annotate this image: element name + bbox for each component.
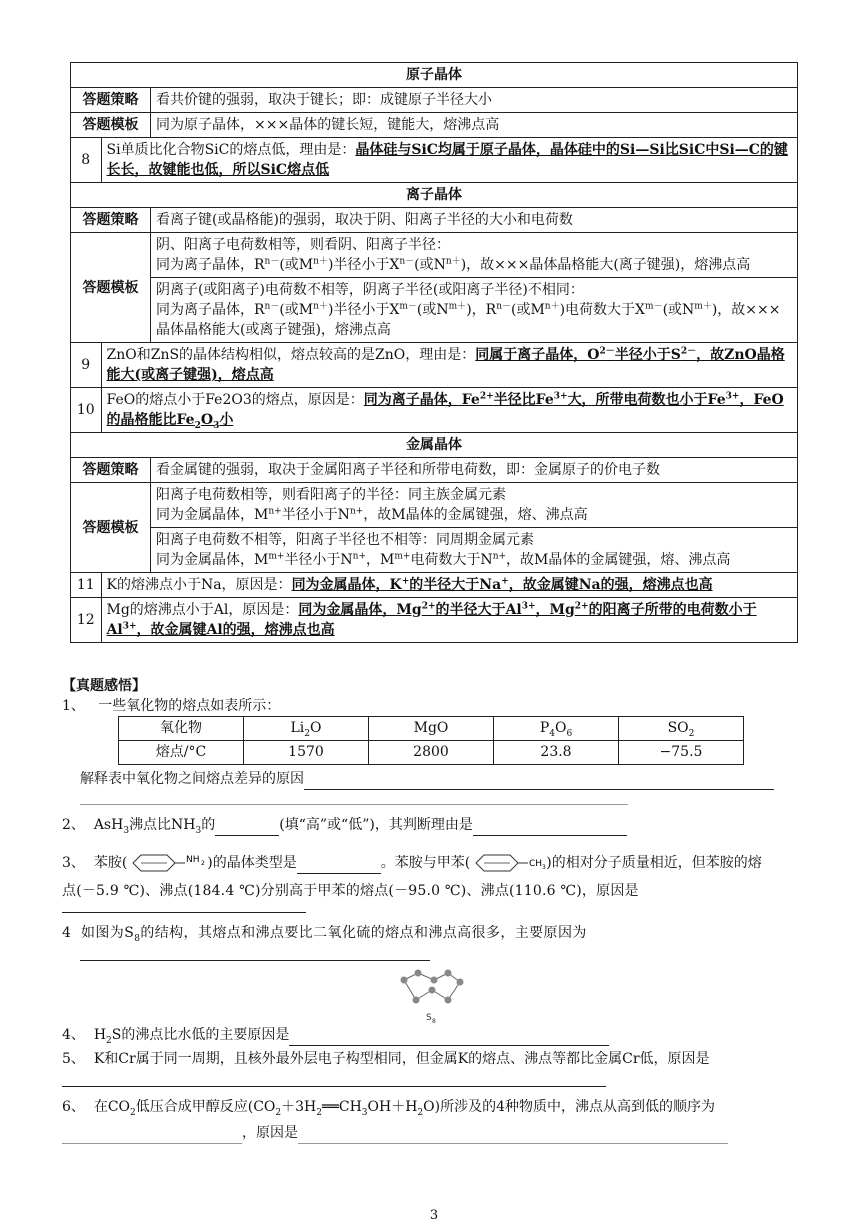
ionic-strategy-label: 答题策略 — [71, 208, 151, 233]
question-9: ZnO和ZnS的晶体结构相似，熔点较高的是ZnO，理由是：同属于离子晶体，$O^{2-}$半径小于$S^{2-}$，故ZnO晶格能大(或离子键强)，熔点高 — [106, 346, 785, 383]
question-number: 12 — [71, 598, 101, 642]
answer-line[interactable] — [62, 1086, 606, 1087]
toluene-structure-icon — [470, 852, 546, 874]
question-11: K的熔沸点小于Na，原因是：同为金属晶体，K+的半径大于Na+，故金属键Na的强，熔沸点也高 — [106, 576, 713, 593]
question-number: 8 — [71, 138, 101, 182]
question-6-line2: ，原因是 — [62, 1122, 812, 1144]
svg-text:2: 2 — [201, 860, 206, 867]
answer-10: 同为离子晶体，$Fe^{2+}$半径比$Fe^{3+}$大，所带电荷数也小于$Fe^{3+}$，FeO的晶格能比$Fe_2O_3$小 — [106, 391, 784, 431]
page-number: 3 — [429, 1208, 439, 1223]
question-6: 6、 在$CO_2$低压合成甲醇反应$(CO_2+3H_2══CH_3OH+H_2O)$所涉及的4种物质中，沸点从高到低的顺序为 — [62, 1099, 716, 1118]
metal-crystal-title: 金属晶体 — [71, 433, 798, 458]
ionic-strategy: 看离子键(或晶格能)的强弱，取决于阴、阳离子半径的大小和电荷数 — [151, 208, 798, 233]
table-header: 氧化物 — [119, 717, 244, 741]
answer-blank[interactable] — [62, 1127, 242, 1144]
question-4-h2s: 4、 $H_2S$的沸点比水低的主要原因是 — [62, 1024, 812, 1046]
metal-template-2: 阳离子电荷数不相等，阳离子半径也不相等：同周期金属元素 同为金属晶体，$M^{m+}$半径小于$N^{n+}$，$M^{m+}$电荷数大于$N^{n+}$，故M晶体的金属键强，熔、沸点高 — [151, 528, 798, 573]
atomic-strategy: 看共价键的强弱，取决于键长；即：成键原子半径大小 — [151, 88, 798, 113]
aniline-structure-icon — [127, 852, 207, 874]
question-10: FeO的熔点小于Fe2O3的熔点，原因是：同为离子晶体，$Fe^{2+}$半径比$Fe^{3+}$大，所带电荷数也小于$Fe^{3+}$，FeO的晶格能比$Fe_2O_3$小 — [106, 391, 784, 431]
svg-text:NH: NH — [186, 855, 200, 865]
question-5: 5、 K和Cr属于同一周期，且核外最外层电子构型相同，但金属K的熔点、沸点等都比金属Cr低，原因是 — [62, 1051, 710, 1067]
oxide-p4o6: $P_4O_6$ — [494, 717, 619, 741]
answer-11: 同为金属晶体，K+的半径大于Na+，故金属键Na的强，熔沸点也高 — [291, 576, 713, 593]
atomic-template-label: 答题模板 — [71, 113, 151, 138]
svg-text:3: 3 — [542, 864, 547, 871]
answer-blank[interactable] — [297, 857, 381, 874]
metal-template-label: 答题模板 — [71, 483, 151, 573]
answer-blank[interactable] — [298, 1127, 728, 1144]
question-3-line2: 点(－5.9 ℃)、沸点(184.4 ℃)分别高于甲苯的熔点(－95.0 ℃)、沸点(110.6 ℃)，原因是 — [62, 883, 639, 899]
svg-text:S: S — [426, 1013, 432, 1023]
question-1: 1、 一些氧化物的熔点如表所示： — [62, 698, 281, 714]
mp-value: 2800 — [369, 741, 494, 765]
atomic-strategy-label: 答题策略 — [71, 88, 151, 113]
svg-text:8: 8 — [432, 1018, 436, 1025]
metal-strategy: 看金属键的强弱，取决于金属阳离子半径和所带电荷数，即：金属原子的价电子数 — [151, 458, 798, 483]
oxide-mgo: MgO — [369, 717, 494, 741]
answer-blank[interactable] — [473, 819, 627, 836]
mp-value: −75.5 — [619, 741, 744, 765]
ionic-template-label: 答题模板 — [71, 233, 151, 343]
crystal-summary-table — [70, 62, 798, 643]
metal-strategy-label: 答题策略 — [71, 458, 151, 483]
oxide-li2o: $Li_2O$ — [244, 717, 369, 741]
answer-line[interactable] — [80, 960, 430, 961]
question-number: 11 — [71, 573, 101, 597]
atomic-template: 同为原子晶体，×××晶体的键长短，键能大，熔沸点高 — [151, 113, 798, 138]
ionic-crystal-title: 离子晶体 — [71, 183, 798, 208]
mp-value: 1570 — [244, 741, 369, 765]
ionic-template-1: 阴、阳离子电荷数相等，则看阴、阳离子半径： 同为离子晶体，$R^{n-}$(或$M^{n+}$)半径小于$X^{n-}$(或$N^{n+}$)，故×××晶体晶格能大(离子键强)，熔沸点高 — [151, 233, 798, 278]
svg-text:CH: CH — [529, 859, 543, 869]
answer-line[interactable] — [80, 804, 628, 805]
s8-molecule-diagram — [396, 968, 466, 1028]
question-number: 10 — [71, 388, 101, 432]
answer-line[interactable] — [62, 912, 306, 913]
answer-blank[interactable] — [289, 1029, 609, 1046]
answer-9: 同属于离子晶体，$O^{2-}$半径小于$S^{2-}$，故ZnO晶格能大(或离子键强)，熔点高 — [106, 346, 785, 383]
question-number: 9 — [71, 343, 101, 387]
section-title: 【真题感悟】 — [62, 678, 146, 694]
question-1-explain: 解释表中氧化物之间熔点差异的原因 — [80, 768, 800, 790]
table-row-label: 熔点/°C — [119, 741, 244, 765]
question-2: 2、 AsH$_3$沸点比$NH_3$的 (填“高”或“低”)，其判断理由是 — [62, 814, 812, 836]
question-8: Si单质比化合物SiC的熔点低，理由是：晶体硅与SiC均属于原子晶体，晶体硅中的Si—Si比SiC中Si—C的键长长，故键能也低，所以SiC熔点低 — [106, 142, 788, 178]
oxide-melting-point-table — [118, 716, 744, 765]
atomic-crystal-title: 原子晶体 — [71, 63, 798, 88]
question-12: Mg的熔沸点小于Al，原因是：同为金属晶体，$Mg^{2+}$的半径大于$Al^{3+}$，$Mg^{2+}$的阳离子所带的电荷数小于$Al^{3+}$，故金属键Al的强，熔沸点也高 — [106, 601, 757, 638]
question-4-s8: 4 如图为$S_8$的结构，其熔点和沸点要比二氧化硫的熔点和沸点高很多，主要原因为 — [62, 925, 587, 944]
answer-blank[interactable] — [215, 819, 279, 836]
question-3: 3、 苯胺( NH 2 )的晶体类型是 。苯胺与甲苯( CH 3 )的相对分子质量相近，但苯胺的熔 — [62, 852, 812, 874]
answer-blank[interactable] — [304, 773, 774, 790]
oxide-so2: $SO_2$ — [619, 717, 744, 741]
answer-8: 晶体硅与SiC均属于原子晶体，晶体硅中的Si—Si比SiC中Si—C的键长长，故键能也低，所以SiC熔点低 — [106, 142, 788, 178]
metal-template-1: 阳离子电荷数相等，则看阳离子的半径：同主族金属元素 同为金属晶体，$M^{n+}$半径小于$N^{n+}$，故M晶体的金属键强，熔、沸点高 — [151, 483, 798, 528]
mp-value: 23.8 — [494, 741, 619, 765]
ionic-template-2: 阴离子(或阳离子)电荷数不相等，阴离子半径(或阳离子半径)不相同： 同为离子晶体，$R^{n-}$(或$M^{n+}$)半径小于$X^{m-}$(或$N^{m+}$)，$R^{n-}$(或$M^{n+}$)电荷数大于$X^{m-}$(或$N^{m+}$)，故×××晶体晶格能大(或离子键强)，熔沸点高 — [151, 278, 798, 343]
answer-12: 同为金属晶体，$Mg^{2+}$的半径大于$Al^{3+}$，$Mg^{2+}$的阳离子所带的电荷数小于$Al^{3+}$，故金属键Al的强，熔沸点也高 — [106, 601, 757, 638]
